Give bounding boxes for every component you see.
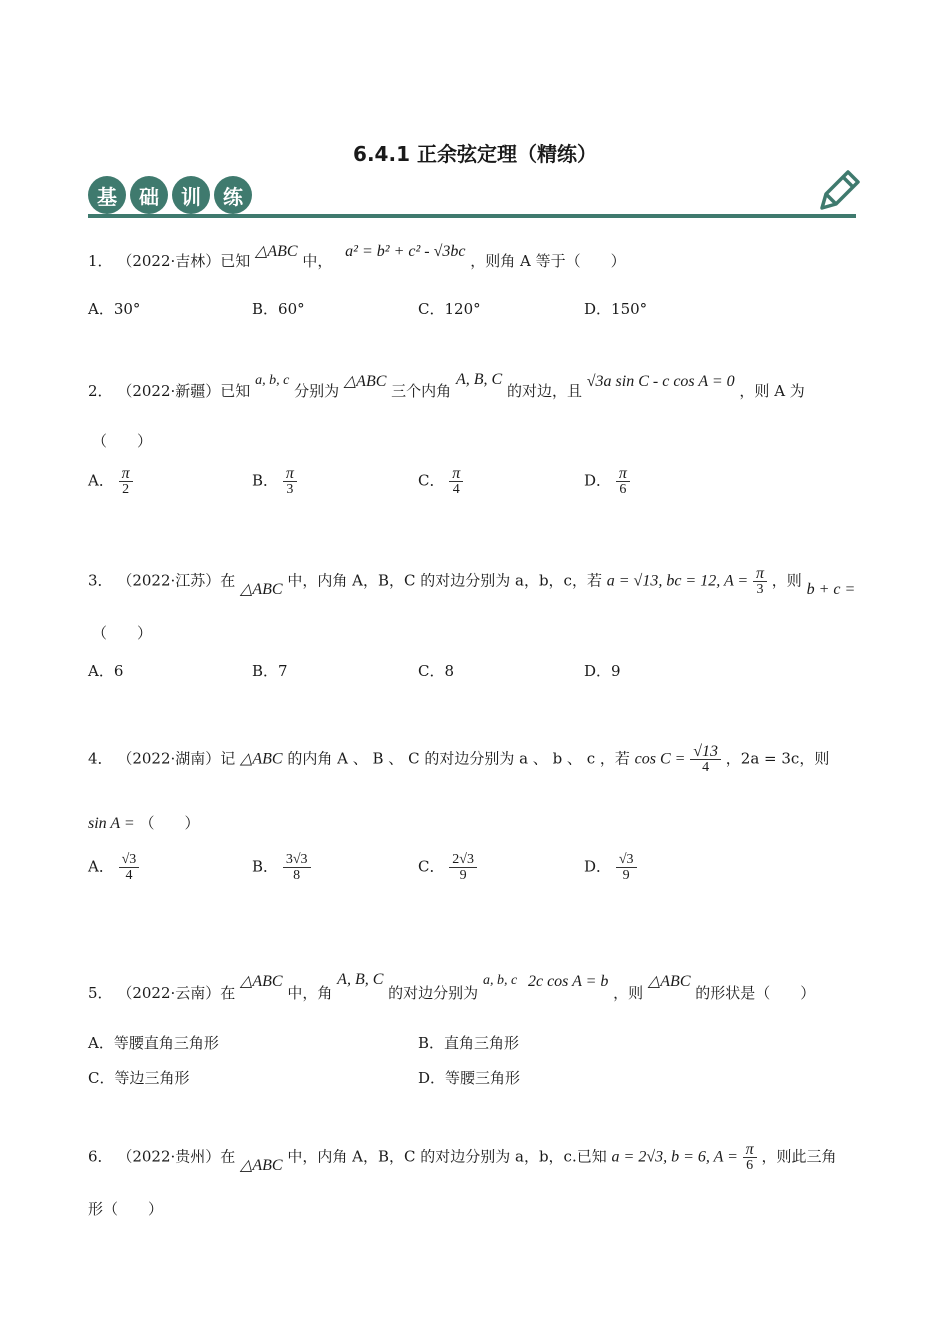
- option-d: D．9: [584, 662, 621, 680]
- triangle-symbol: △ABC: [240, 1156, 283, 1174]
- question-number: 6．: [88, 1147, 113, 1166]
- answer-paren: （ ）: [92, 624, 153, 642]
- question-source: （2022·湖南）记: [117, 749, 236, 768]
- math-formula: √3a sin C - c cos A = 0: [586, 373, 735, 390]
- option-a: A．6: [88, 662, 124, 680]
- fraction-denominator: 4: [125, 868, 133, 883]
- math-formula: cos C =: [634, 750, 686, 768]
- question-text: 的对边，且: [506, 382, 582, 400]
- question-number: 5．: [88, 984, 113, 1002]
- question-text: ，则此三角: [761, 1147, 837, 1166]
- fraction-numerator: √13: [690, 744, 721, 760]
- formula-fraction: [753, 566, 767, 597]
- triangle-symbol: △ABC: [240, 580, 283, 598]
- fraction-denominator: 2: [122, 482, 130, 497]
- question-5: [88, 971, 816, 1003]
- option-a: A．等腰直角三角形: [88, 1034, 219, 1052]
- pencil-icon: [814, 168, 862, 216]
- math-vars: a, b, c: [255, 373, 290, 388]
- question-source: （2022·吉林）已知: [117, 252, 251, 270]
- option-b: [252, 852, 311, 883]
- triangle-symbol: △ABC: [647, 973, 691, 990]
- question-source: （2022·贵州）在: [117, 1147, 236, 1166]
- banner-badges: [88, 176, 252, 214]
- question-3: [88, 566, 855, 597]
- badge-char: 础: [130, 176, 168, 214]
- option-label: B．: [252, 857, 279, 876]
- question-text: ，2a = 3c，则: [725, 749, 830, 768]
- option-c: C．120°: [418, 300, 481, 318]
- question-text: 三个内角: [391, 382, 452, 400]
- answer-paren: （ ）: [92, 432, 153, 450]
- question-number: 1．: [88, 252, 113, 270]
- question-text: 的形状是（ ）: [695, 984, 816, 1002]
- banner-rule: [88, 214, 856, 218]
- section-banner: [88, 176, 858, 222]
- math-formula: a² = b² + c² - √3bc: [345, 243, 466, 260]
- option-d: D．150°: [584, 300, 648, 318]
- question-text: 中，角: [287, 984, 333, 1002]
- option-a: [88, 852, 139, 883]
- question-text: ，则: [613, 984, 644, 1002]
- formula-fraction: [743, 1142, 757, 1173]
- fraction-numerator: π: [283, 466, 297, 482]
- option-label: B．: [252, 471, 279, 490]
- formula-fraction: [690, 744, 721, 775]
- question-number: 3．: [88, 571, 113, 590]
- question-6-line2: 形（ ）: [88, 1200, 164, 1218]
- fraction-numerator: 2√3: [449, 852, 477, 868]
- question-text: 的对边分别为: [388, 984, 479, 1002]
- badge-char: 基: [88, 176, 126, 214]
- answer-paren: （ ）: [139, 814, 200, 832]
- question-source: （2022·江苏）在: [117, 571, 236, 590]
- question-4-ask: [88, 812, 199, 833]
- math-vars: a, b, c: [482, 973, 518, 988]
- question-2: [88, 371, 805, 401]
- option-b: B．60°: [252, 300, 305, 318]
- fraction-numerator: π: [743, 1142, 757, 1158]
- math-angles: A, B, C: [455, 371, 503, 388]
- option-c: C．等边三角形: [88, 1069, 190, 1087]
- option-c: C．8: [418, 662, 455, 680]
- option-label: C．: [418, 857, 445, 876]
- fraction-numerator: √3: [616, 852, 637, 868]
- option-fraction: [449, 852, 477, 883]
- question-4: [88, 744, 829, 775]
- question-1: [88, 243, 626, 271]
- question-text: 分别为: [294, 382, 340, 400]
- fraction-denominator: 3: [286, 482, 294, 497]
- fraction-denominator: 3: [756, 582, 764, 597]
- question-6: [88, 1142, 836, 1173]
- question-number: 2．: [88, 382, 113, 400]
- math-ask: sin A =: [88, 815, 135, 832]
- option-fraction: [616, 466, 630, 497]
- fraction-numerator: √3: [119, 852, 140, 868]
- badge-char: 训: [172, 176, 210, 214]
- fraction-denominator: 9: [459, 868, 467, 883]
- math-formula: a = √13, bc = 12, A =: [606, 572, 749, 590]
- option-label: A．: [88, 471, 114, 490]
- option-fraction: [119, 466, 133, 497]
- question-text: 中，内角 A，B，C 的对边分别为 a，b，c，若: [287, 571, 602, 590]
- triangle-symbol: △ABC: [240, 973, 283, 990]
- fraction-numerator: π: [119, 466, 133, 482]
- triangle-symbol: △ABC: [343, 373, 387, 390]
- fraction-numerator: π: [753, 566, 767, 582]
- fraction-numerator: π: [616, 466, 630, 482]
- option-fraction: [616, 852, 637, 883]
- option-fraction: [119, 852, 140, 883]
- triangle-symbol: △ABC: [240, 750, 283, 768]
- math-formula: a = 2√3, b = 6, A =: [611, 1148, 738, 1166]
- fraction-numerator: 3√3: [283, 852, 311, 868]
- option-d: D．等腰三角形: [418, 1069, 521, 1087]
- option-b: B．7: [252, 662, 288, 680]
- option-d: [584, 466, 630, 497]
- question-source: （2022·新疆）已知: [117, 382, 251, 400]
- option-a: A．30°: [88, 300, 141, 318]
- option-label: D．: [584, 857, 612, 876]
- option-c: [418, 466, 463, 497]
- question-text: 中，: [302, 252, 333, 270]
- option-fraction: [283, 466, 297, 497]
- question-text: ，则: [771, 571, 802, 590]
- option-c: [418, 852, 477, 883]
- option-label: A．: [88, 857, 114, 876]
- option-label: D．: [584, 471, 612, 490]
- option-d: [584, 852, 637, 883]
- option-b: [252, 466, 297, 497]
- math-formula: 2c cos A = b: [527, 973, 609, 990]
- fraction-denominator: 4: [452, 482, 460, 497]
- fraction-denominator: 6: [619, 482, 627, 497]
- option-fraction: [449, 466, 463, 497]
- math-angles: A, B, C: [337, 971, 384, 988]
- question-text: 中，内角 A，B，C 的对边分别为 a，b，c.已知: [287, 1147, 607, 1166]
- option-fraction: [283, 852, 311, 883]
- fraction-denominator: 9: [622, 868, 630, 883]
- fraction-numerator: π: [449, 466, 463, 482]
- fraction-denominator: 6: [746, 1158, 754, 1173]
- fraction-denominator: 8: [293, 868, 301, 883]
- triangle-symbol: △ABC: [255, 243, 298, 260]
- question-source: （2022·云南）在: [117, 984, 236, 1002]
- option-label: C．: [418, 471, 445, 490]
- question-text: 的内角 A 、 B 、 C 的对边分别为 a 、 b 、 c ，若: [287, 749, 630, 768]
- fraction-denominator: 4: [702, 760, 710, 775]
- math-ask: b + c =: [806, 580, 856, 598]
- question-number: 4．: [88, 749, 113, 768]
- badge-char: 练: [214, 176, 252, 214]
- page-title: 6.4.1 正余弦定理（精练）: [353, 142, 597, 166]
- question-text: ，则角 A 等于（ ）: [470, 252, 626, 270]
- option-b: B．直角三角形: [418, 1034, 520, 1052]
- option-a: [88, 466, 133, 497]
- question-text: ，则 A 为: [739, 382, 805, 400]
